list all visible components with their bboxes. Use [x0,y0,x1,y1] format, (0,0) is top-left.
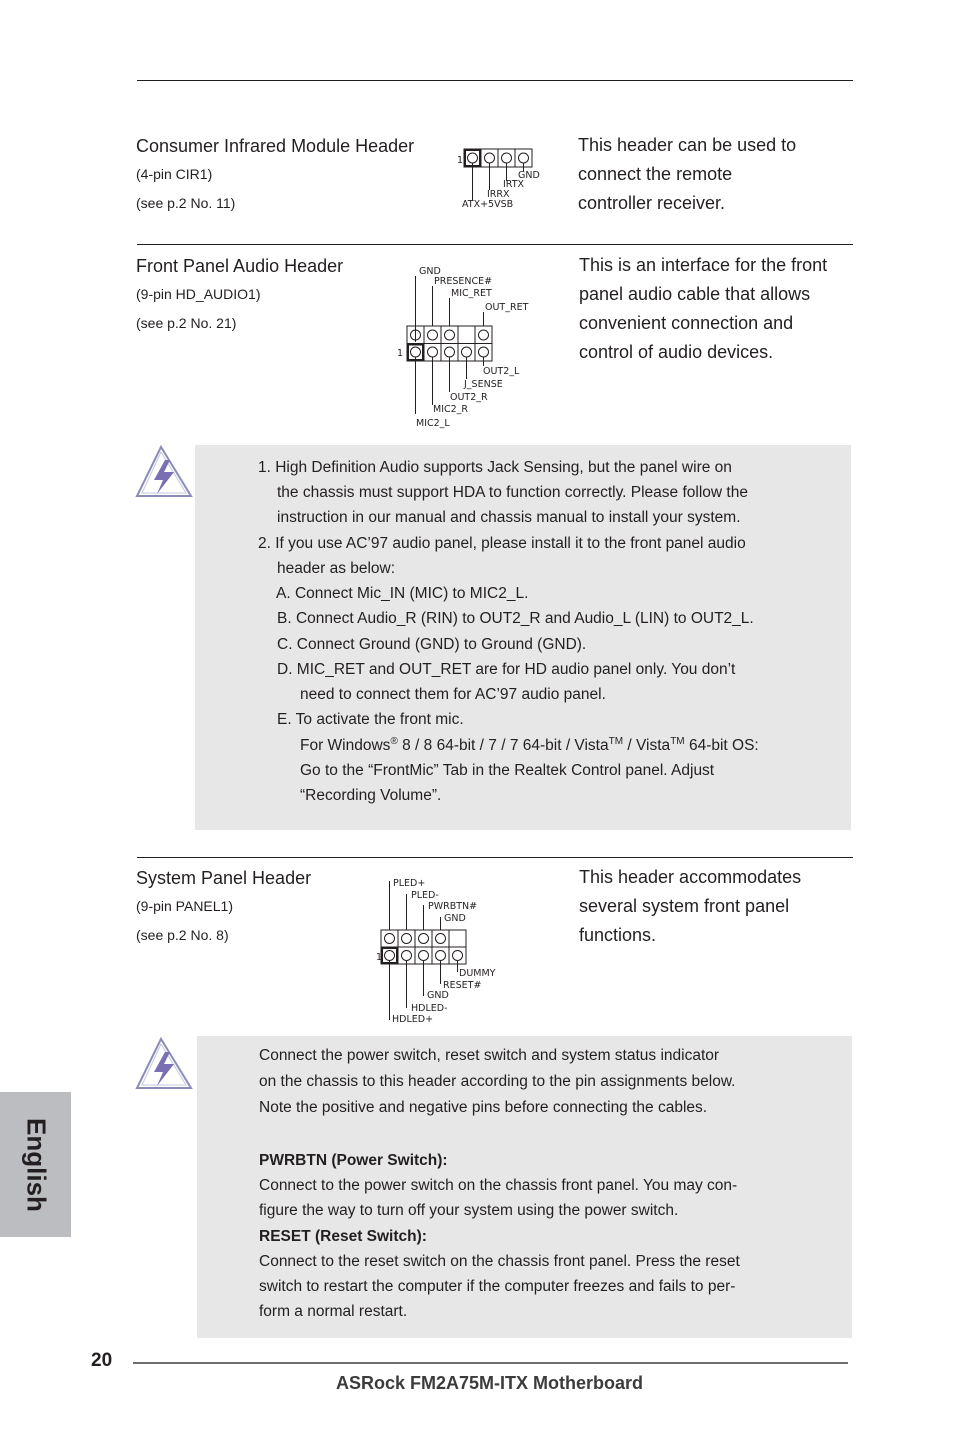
panel-pledm-label: PLED- [411,890,439,901]
page-number: 20 [91,1350,113,1371]
audio-pin1-label: 1 [397,348,404,359]
panel-hdledm-label: HDLED- [411,1003,448,1014]
panel-gnd-bot-label: GND [427,990,449,1001]
footer-rule [133,1362,848,1364]
panel-pwrbtn-label: PWRBTN# [428,901,478,912]
panel-description [579,863,801,950]
audio-pin-diagram [393,262,543,434]
audio-gnd-label: GND [419,266,441,277]
note-line: need to connect them for AC’97 audio panel. [300,686,606,703]
cir-irtx-label: IRTX [503,179,525,190]
note-line: the chassis must support HDA to function correctly. Please follow the [277,484,748,501]
cir-description [578,131,796,218]
cir-desc-line: connect the remote [578,164,733,184]
cir-pin-diagram [452,145,552,211]
note-line: form a normal restart. [259,1303,408,1320]
audio-out-ret-label: OUT_RET [485,302,529,313]
panel-pin1-label: 1 [376,952,383,963]
audio-mic-ret-label: MIC_RET [451,288,492,299]
note-line: figure the way to turn off your system using the power switch. [259,1202,679,1219]
cir-desc-line: This header can be used to [578,135,797,155]
panel-hdledp-label: HDLED+ [392,1014,434,1025]
audio-out2l-label: OUT2_L [483,366,520,377]
note-line: Connect to the reset switch on the chassis front panel. Press the reset [259,1253,740,1270]
note-line: Connect the power switch, reset switch and system status indicator [259,1047,720,1064]
panel-pledp-label: PLED+ [393,878,426,889]
section-rule [137,244,853,245]
cir-pin1-label: 1 [457,155,464,166]
note-line: A. Connect Mic_IN (MIC) to MIC2_L. [276,585,529,602]
note-windows-line: For Windows® 8 / 8 64-bit / 7 / 7 64-bit / Vista™ / Vista™ 64-bit OS: [300,736,759,755]
note-line: on the chassis to this header according to the pin assignments below. [259,1073,736,1090]
audio-description [579,251,827,367]
audio-page-ref: (see p.2 No. 21) [136,315,237,331]
cir-desc-line: controller receiver. [578,193,726,213]
note-line: E. To activate the front mic. [277,711,464,728]
audio-jsense-label: J_SENSE [464,379,503,390]
cir-pin-count: (4-pin CIR1) [136,166,213,182]
note-line: Connect to the power switch on the chassis front panel. You may con- [259,1177,738,1194]
warning-icon [134,444,196,502]
panel-page-ref: (see p.2 No. 8) [136,927,229,943]
note-line: D. MIC_RET and OUT_RET are for HD audio panel only. You don’t [277,661,736,678]
note-line: B. Connect Audio_R (RIN) to OUT2_R and Audio_L (LIN) to OUT2_L. [277,610,754,627]
audio-presence-label: PRESENCE# [434,276,493,287]
panel-title: System Panel Header [136,868,312,888]
cir-title: Consumer Infrared Module Header [136,136,415,156]
panel-pin-diagram [370,872,510,1026]
note-line: C. Connect Ground (GND) to Ground (GND). [277,636,587,653]
audio-desc-line: panel audio cable that allows [579,284,811,304]
panel-desc-line: functions. [579,925,657,945]
warning-icon [134,1036,196,1094]
section-rule [137,857,853,858]
top-rule [137,80,853,81]
note-line: Note the positive and negative pins before connecting the cables. [259,1099,708,1116]
panel-dummy-label: DUMMY [459,968,496,979]
note-line: Go to the “FrontMic” Tab in the Realtek Control panel. Adjust [300,762,715,779]
note-line: 2. If you use AC’97 audio panel, please install it to the front panel audio [258,535,746,552]
language-side-tab [0,1092,71,1237]
cir-page-ref: (see p.2 No. 11) [136,195,236,211]
panel-reset-label: RESET# [443,980,482,991]
panel-desc-line: several system front panel [579,896,790,916]
note-line: switch to restart the computer if the computer freezes and fails to per- [259,1278,736,1295]
audio-out2r-label: OUT2_R [450,392,488,403]
reset-heading: RESET (Reset Switch): [259,1228,427,1245]
cir-atx-label: ATX+5VSB [462,199,514,210]
note-line: 1. High Definition Audio supports Jack Sensing, but the panel wire on [258,459,732,476]
pwrbtn-heading: PWRBTN (Power Switch): [259,1152,448,1169]
language-label: English [21,1117,51,1212]
audio-pin-count: (9-pin HD_AUDIO1) [136,286,261,302]
audio-mic2l-label: MIC2_L [416,418,450,429]
audio-title: Front Panel Audio Header [136,256,344,276]
audio-desc-line: control of audio devices. [579,342,774,362]
audio-desc-line: This is an interface for the front [579,255,828,275]
cir-irrx-label: IRRX [487,189,510,200]
note-line: “Recording Volume”. [300,787,442,804]
footer-title: ASRock FM2A75M-ITX Motherboard [336,1373,644,1393]
audio-desc-line: convenient connection and [579,313,794,333]
audio-mic2r-label: MIC2_R [433,404,469,415]
panel-desc-line: This header accommodates [579,867,802,887]
cir-gnd-label: GND [518,170,540,181]
panel-pin-count: (9-pin PANEL1) [136,898,234,914]
note-line: instruction in our manual and chassis manual to install your system. [277,509,741,526]
note-line: header as below: [277,560,396,577]
panel-gnd-top-label: GND [444,913,466,924]
